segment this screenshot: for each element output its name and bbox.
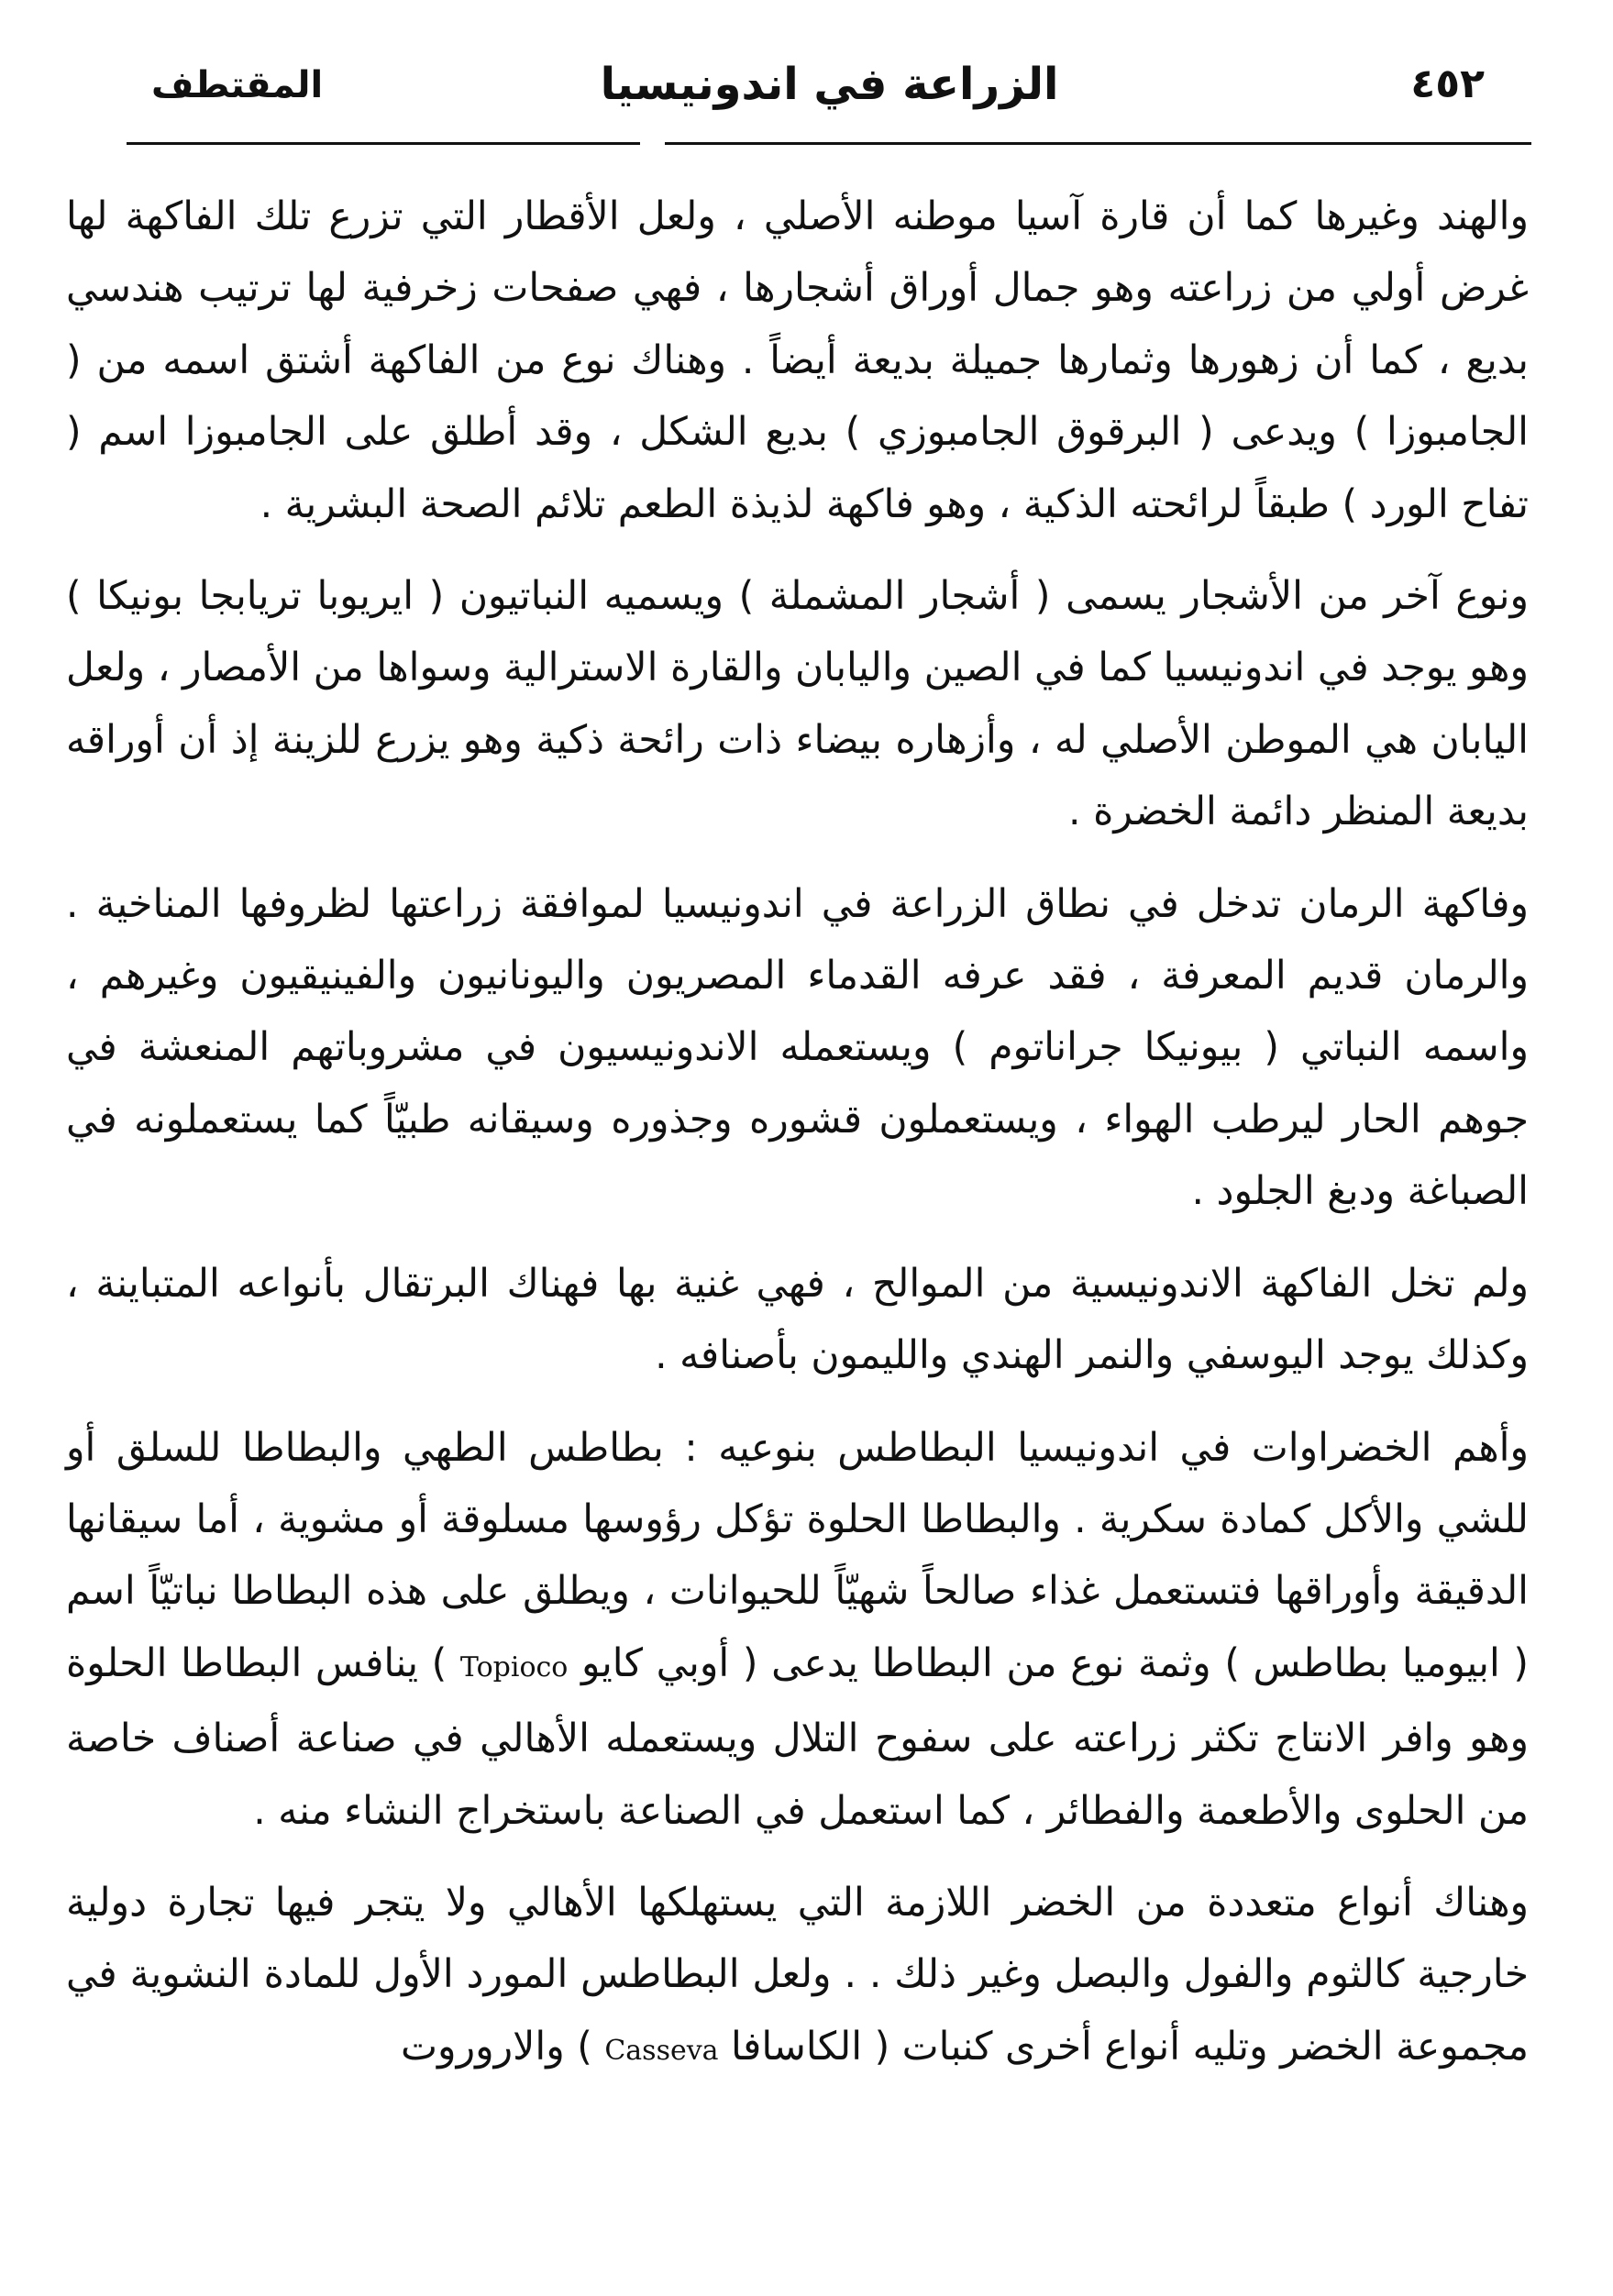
paragraph-1	[66, 182, 1529, 541]
header-rule-left	[127, 142, 640, 145]
paragraph-text: وأهم الخضراوات في اندونيسيا البطاطس بنوعيه : بطاطس الطهي والبطاطا للسلق أو للشي والأكل كمادة سكرية . والبطاطا الحلوة تؤكل رؤوسها مسلوقة أو مشوية ، أما سيقانها الدقيقة وأوراقها فتستعمل غذاء صالحاً شهيّاً للحيوانات ، ويطلق على هذه البطاطا نباتيّاً اسم ( ابيوميا بطاطس ) وثمة نوع من البطاطا يدعى ( أوبي كايو	[66, 1425, 1530, 1686]
chapter-title: الزراعة في اندونيسيا	[600, 59, 1059, 110]
page-number: ٤٥٢	[1410, 61, 1485, 107]
paragraph-text: ونوع آخر من الأشجار يسمى ( أشجار المشملة ) ويسميه النباتيون ( ايريوبا تريابجا بونيكا ) وهو يوجد في اندونيسيا كما في الصين واليابان والقارة الاسترالية وسواها من الأمصار ، ولعل اليابان هي الموطن الأصلي له ، وأزهاره بيضاء ذات رائحة ذكية وهو يزرع للزينة إذ أن أوراقه بديعة المنظر دائمة الخضرة .	[66, 574, 1529, 835]
header-rule-right	[665, 142, 1531, 145]
paragraph-text: وهناك أنواع متعددة من الخضر اللازمة التي يستهلكها الأهالي ولا يتجر فيها تجارة دولية خارجية كالثوم والفول والبصل وغير ذلك . . ولعل البطاطس المورد الأول للمادة النشوية في مجموعة الخضر وتليه أنواع أخرى كنبات ( الكاسافا	[66, 1880, 1529, 2070]
magazine-name: المقتطف	[151, 64, 324, 106]
paragraph-text: والهند وغيرها كما أن قارة آسيا موطنه الأصلي ، ولعل الأقطار التي تزرع تلك الفاكهة لها غرض أولي من زراعته وهو جمال أوراق أشجارها ، فهي صفحات زخرفية لها ترتيب هندسي بديع ، كما أن زهورها وثمارها جميلة بديعة أيضاً . وهناك نوع من الفاكهة أشتق اسمه من ( الجامبوزا ) ويدعى ( البرقوق الجامبوزي ) بديع الشكل ، وقد أطلق على الجامبوزا اسم ( تفاح الورد ) طبقاً لرائحته الذكية ، وهو فاكهة لذيذة الطعم تلائم الصحة البشرية .	[66, 194, 1529, 527]
paragraph-3	[66, 869, 1529, 1229]
paragraph-2	[66, 561, 1529, 849]
article-body	[66, 182, 1529, 2087]
paragraph-text: ولم تخل الفاكهة الاندونيسية من الموالح ، فهي غنية بها فهناك البرتقال بأنواعه المتباينة ، وكذلك يوجد اليوسفي والنمر الهندي والليمون بأصنافه .	[66, 1261, 1529, 1379]
paragraph-text: ) ينافس البطاطا الحلوة وهو وافر الانتاج تكثر زراعته على سفوح التلال ويستعمله الأهالي في صناعة أصناف خاصة من الحلوى والأطعمة والفطائر ، كما استعمل في الصناعة باستخراج النشاء منه .	[66, 1640, 1529, 1834]
running-header	[124, 55, 1535, 119]
paragraph-5	[66, 1413, 1529, 1848]
paragraph-text: ) والاروروت	[401, 2024, 605, 2070]
latin-term-cassava: Casseva	[604, 2034, 719, 2067]
paragraph-4	[66, 1249, 1529, 1393]
latin-term-tapioca: Topioco	[459, 1650, 569, 1683]
paragraph-6	[66, 1868, 1529, 2087]
paragraph-text: وفاكهة الرمان تدخل في نطاق الزراعة في اندونيسيا لموافقة زراعتها لظروفها المناخية . والرمان قديم المعرفة ، فقد عرفه القدماء المصريون واليونانيون والفينيقيون وغيرهم ، واسمه النباتي ( بيونيكا جراناتوم ) ويستعمله الاندونيسيون في مشروباتهم المنعشة في جوهم الحار ليرطب الهواء ، ويستعملون قشوره وجذوره وسيقانه طبيّاً كما يستعملونه في الصباغة ودبغ الجلود .	[66, 881, 1529, 1215]
